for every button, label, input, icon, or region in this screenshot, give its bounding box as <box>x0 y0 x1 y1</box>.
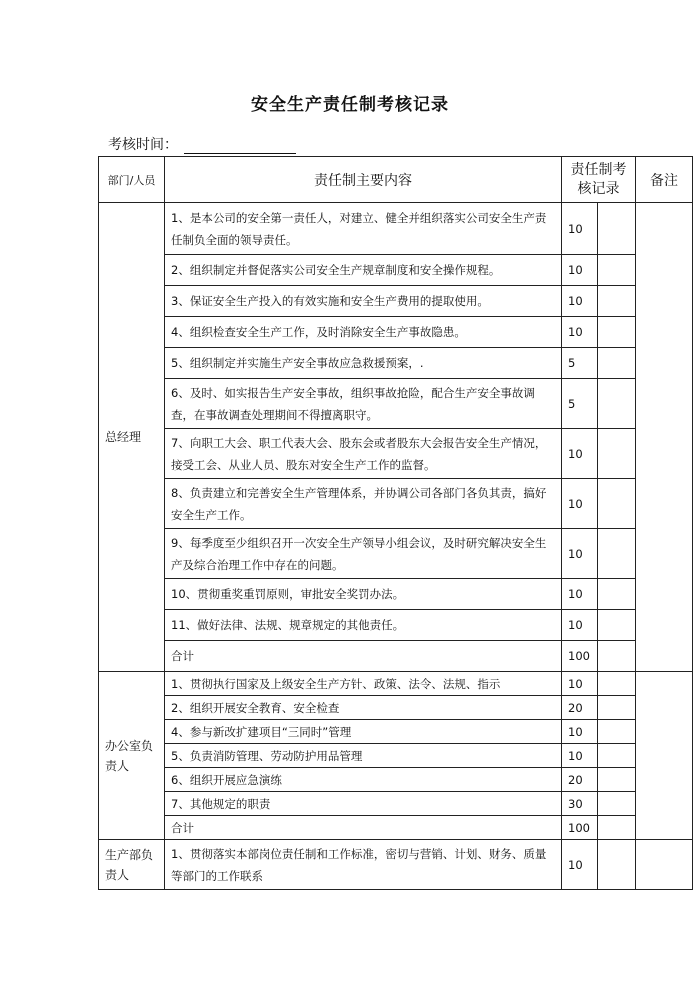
content-cell: 4、组织检查安全生产工作，及时消除安全生产事故隐患。 <box>165 317 562 348</box>
content-cell: 4、参与新改扩建项目“三同时”管理 <box>165 720 562 744</box>
blank-cell[interactable] <box>598 317 636 348</box>
table-row <box>99 720 693 744</box>
score-cell: 10 <box>562 744 598 768</box>
score-cell: 10 <box>562 840 598 890</box>
blank-cell[interactable] <box>598 816 636 840</box>
score-cell: 10 <box>562 255 598 286</box>
content-cell: 8、负责建立和完善安全生产管理体系，并协调公司各部门各负其责，搞好安全生产工作。 <box>165 479 562 529</box>
document-title: 安全生产责任制考核记录 <box>251 95 449 115</box>
assessment-table <box>98 156 693 890</box>
blank-cell[interactable] <box>598 744 636 768</box>
blank-cell[interactable] <box>598 792 636 816</box>
blank-cell[interactable] <box>598 203 636 255</box>
content-cell: 2、组织开展安全教育、安全检查 <box>165 696 562 720</box>
header-content: 责任制主要内容 <box>165 157 562 203</box>
blank-cell[interactable] <box>598 768 636 792</box>
score-cell: 10 <box>562 317 598 348</box>
score-cell: 20 <box>562 696 598 720</box>
score-cell: 5 <box>562 379 598 429</box>
content-cell: 1、贯彻落实本部岗位责任制和工作标准，密切与营销、计划、财务、质量等部门的工作联系 <box>165 840 562 890</box>
table-row <box>99 379 693 429</box>
dept-cell-general-manager: 总经理 <box>99 203 165 672</box>
assessment-time-line <box>108 134 296 154</box>
content-cell: 6、组织开展应急演练 <box>165 768 562 792</box>
content-cell: 6、及时、如实报告生产安全事故，组织事故抢险，配合生产安全事故调查，在事故调查处理期间不得擅离职守。 <box>165 379 562 429</box>
table-row-total <box>99 816 693 840</box>
note-cell[interactable] <box>636 672 693 840</box>
blank-cell[interactable] <box>598 348 636 379</box>
table-row <box>99 792 693 816</box>
score-cell: 10 <box>562 610 598 641</box>
blank-cell[interactable] <box>598 579 636 610</box>
blank-cell[interactable] <box>598 672 636 696</box>
blank-cell[interactable] <box>598 641 636 672</box>
blank-cell[interactable] <box>598 696 636 720</box>
score-cell: 10 <box>562 286 598 317</box>
content-cell: 1、是本公司的安全第一责任人，对建立、健全并组织落实公司安全生产责任制负全面的领导责任。 <box>165 203 562 255</box>
content-cell: 1、贯彻执行国家及上级安全生产方针、政策、法令、法规、指示 <box>165 672 562 696</box>
blank-cell[interactable] <box>598 720 636 744</box>
blank-cell[interactable] <box>598 529 636 579</box>
table-row <box>99 203 693 255</box>
dept-cell-production-head: 生产部负责人 <box>99 840 165 890</box>
table-row <box>99 529 693 579</box>
content-cell: 3、保证安全生产投入的有效实施和安全生产费用的提取使用。 <box>165 286 562 317</box>
content-cell: 7、向职工大会、职工代表大会、股东会或者股东大会报告安全生产情况，接受工会、从业人员、股东对安全生产工作的监督。 <box>165 429 562 479</box>
blank-cell[interactable] <box>598 429 636 479</box>
score-cell: 10 <box>562 203 598 255</box>
note-cell[interactable] <box>636 840 693 890</box>
table-row-total <box>99 641 693 672</box>
blank-cell[interactable] <box>598 255 636 286</box>
table-row <box>99 696 693 720</box>
table-row <box>99 429 693 479</box>
assessment-time-blank[interactable] <box>184 137 296 154</box>
table-row <box>99 672 693 696</box>
score-cell: 10 <box>562 429 598 479</box>
score-cell: 5 <box>562 348 598 379</box>
blank-cell[interactable] <box>598 379 636 429</box>
table-row <box>99 610 693 641</box>
score-cell: 30 <box>562 792 598 816</box>
blank-cell[interactable] <box>598 840 636 890</box>
table-row <box>99 255 693 286</box>
note-cell[interactable] <box>636 203 693 672</box>
table-row <box>99 840 693 890</box>
table-row <box>99 479 693 529</box>
score-cell: 10 <box>562 579 598 610</box>
table-row <box>99 768 693 792</box>
score-cell: 10 <box>562 529 598 579</box>
score-cell: 10 <box>562 720 598 744</box>
score-cell: 20 <box>562 768 598 792</box>
score-cell: 10 <box>562 479 598 529</box>
content-cell: 10、贯彻重奖重罚原则，审批安全奖罚办法。 <box>165 579 562 610</box>
table-row <box>99 286 693 317</box>
table-row <box>99 317 693 348</box>
total-score-cell: 100 <box>562 816 598 840</box>
blank-cell[interactable] <box>598 610 636 641</box>
total-label-cell: 合计 <box>165 816 562 840</box>
content-cell: 7、其他规定的职责 <box>165 792 562 816</box>
content-cell: 9、每季度至少组织召开一次安全生产领导小组会议，及时研究解决安全生产及综合治理工作中存在的问题。 <box>165 529 562 579</box>
header-note: 备注 <box>636 157 693 203</box>
content-cell: 5、组织制定并实施生产安全事故应急救援预案，. <box>165 348 562 379</box>
assessment-time-label: 考核时间： <box>108 137 178 153</box>
content-cell: 2、组织制定并督促落实公司安全生产规章制度和安全操作规程。 <box>165 255 562 286</box>
header-dept: 部门/人员 <box>99 157 165 203</box>
total-score-cell: 100 <box>562 641 598 672</box>
header-score: 责任制考核记录 <box>562 157 636 203</box>
score-cell: 10 <box>562 672 598 696</box>
content-cell: 11、做好法律、法规、规章规定的其他责任。 <box>165 610 562 641</box>
table-row <box>99 348 693 379</box>
blank-cell[interactable] <box>598 479 636 529</box>
table-row <box>99 744 693 768</box>
total-label-cell: 合计 <box>165 641 562 672</box>
blank-cell[interactable] <box>598 286 636 317</box>
content-cell: 5、负责消防管理、劳动防护用品管理 <box>165 744 562 768</box>
header-row <box>99 157 693 203</box>
dept-cell-office-head: 办公室负责人 <box>99 672 165 840</box>
table-row <box>99 579 693 610</box>
